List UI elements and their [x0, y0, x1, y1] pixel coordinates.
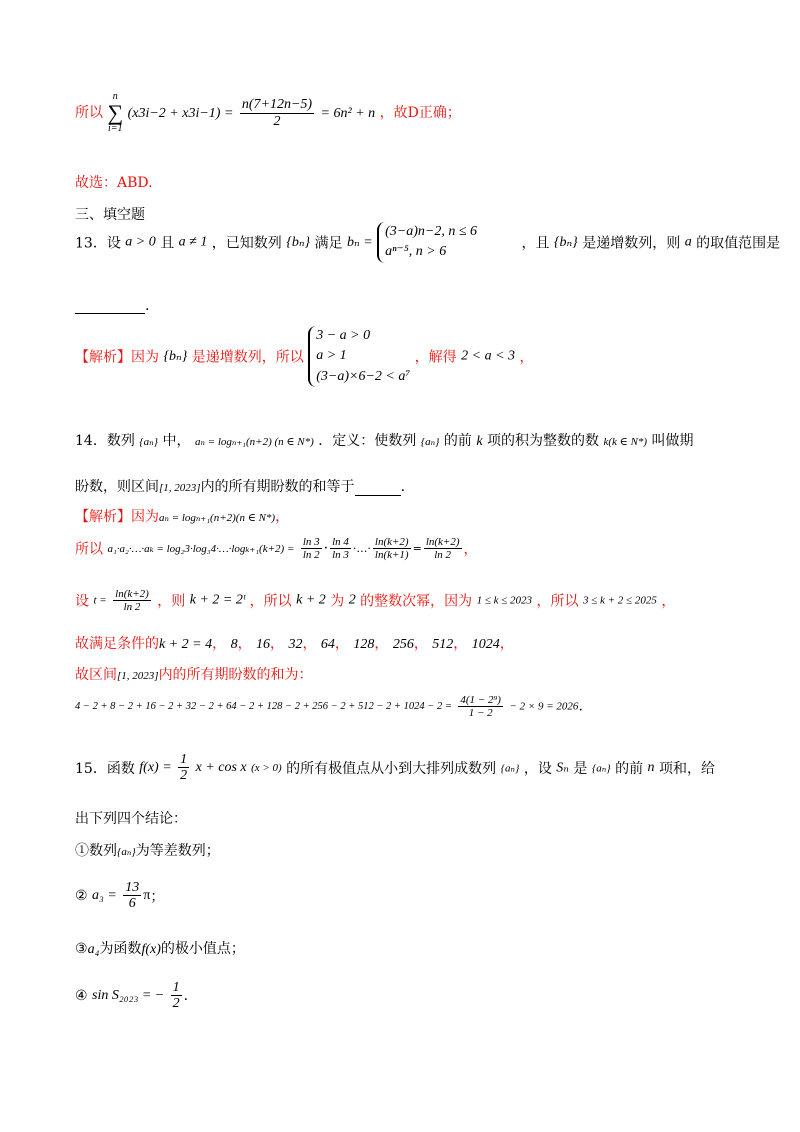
- fraction: $\frac{1}{2}$: [180, 752, 188, 784]
- text: 为等差数列；: [135, 843, 220, 859]
- math: aₙ = logₙ₊₁(n+2)(n ∈ N*): [159, 512, 276, 524]
- sum-symbol: n ∑ i=1: [107, 91, 124, 134]
- math: {aₙ}: [139, 436, 159, 448]
- math: a > 0: [125, 234, 156, 250]
- math: − 2 × 9 = 2026: [509, 700, 579, 713]
- answer-blank-13: [75, 298, 149, 314]
- text: 内的所有期盼数的和为：: [158, 667, 313, 683]
- math: {aₙ}: [591, 762, 611, 775]
- question-13: [75, 222, 780, 263]
- text: 项和，给: [659, 760, 715, 777]
- text: ，: [275, 509, 290, 525]
- text: 内的所有期盼数的和等于: [200, 479, 355, 495]
- math: a: [684, 234, 692, 250]
- text: 是递增数列，则: [582, 235, 681, 252]
- text: 15．函数: [75, 760, 135, 777]
- text: 故区间: [75, 667, 117, 683]
- text: ，解得: [414, 349, 457, 366]
- section-heading: 三、填空题: [75, 207, 145, 223]
- math: 2 < a < 3: [461, 348, 516, 364]
- math: sin S₂₀₂₃ = −: [92, 987, 165, 1003]
- text: 14．数列: [75, 433, 135, 449]
- math: 1024: [471, 637, 500, 652]
- math: a₃ =: [92, 887, 117, 903]
- math: 3 ≤ k + 2 ≤ 2025: [582, 594, 657, 607]
- math: π: [143, 887, 151, 903]
- text: ，: [212, 636, 227, 652]
- math: 8: [230, 637, 238, 652]
- solution-13: [75, 326, 533, 387]
- text: ，: [499, 636, 514, 652]
- math: n: [647, 759, 655, 775]
- rhs: = 6n² + n: [320, 106, 376, 121]
- text: 盼数，则区间: [75, 479, 159, 495]
- math: f(x): [141, 942, 161, 957]
- blank: [355, 495, 401, 496]
- text: ，所以: [536, 593, 579, 610]
- math: (x > 0): [251, 761, 282, 774]
- math: ·…·: [352, 542, 371, 556]
- fraction: $\frac{\ln(k+2)}{\ln 2}$: [425, 536, 460, 562]
- text: ①数列: [75, 843, 117, 859]
- math: 16: [256, 637, 271, 652]
- fraction: $\frac{1}{2}$: [172, 980, 180, 1012]
- question-15-line1: [75, 752, 715, 784]
- math: {aₙ}: [117, 846, 136, 858]
- text: ，所以: [249, 593, 292, 610]
- math: [1, 2023]: [159, 482, 201, 494]
- solution-14-line3: [75, 588, 675, 613]
- text: 故满足条件的: [75, 636, 159, 652]
- fraction: $\frac{\ln 3}{\ln 2}$: [302, 536, 320, 562]
- text: 【解析】因为: [75, 509, 159, 525]
- math: k(k ∈ N*): [603, 436, 648, 448]
- math: aₙ = logₙ₊₁(n+2) (n ∈ N*): [194, 436, 314, 448]
- math: 32: [288, 637, 303, 652]
- math: 4 − 2 + 8 − 2 + 16 − 2 + 32 − 2 + 64 − 2 + 128 − 2 + 256 − 2 + 512 − 2 + 1024 − 2 =: [75, 701, 452, 713]
- math: Sₙ: [556, 760, 569, 776]
- solution-14-line6: [75, 694, 583, 719]
- text: 为: [330, 593, 345, 610]
- sum-body: (x3i−2 + x3i−1) =: [127, 106, 234, 121]
- text: 的整数次幂，因为: [360, 593, 473, 610]
- text: ，: [661, 593, 676, 610]
- math: {bₙ}: [163, 348, 188, 364]
- text: .: [578, 698, 583, 715]
- statement-4: [75, 980, 188, 1012]
- text: ，: [463, 541, 478, 558]
- text: 中，: [162, 433, 191, 449]
- text: ，则: [157, 593, 186, 610]
- text: ，故D正确；: [379, 105, 461, 121]
- math: x + cos x: [195, 759, 247, 775]
- statement-1: [75, 840, 220, 860]
- text: 所以: [75, 105, 103, 121]
- text: 的前: [615, 760, 644, 777]
- math: k + 2: [296, 592, 326, 608]
- text: .: [400, 479, 406, 495]
- math: t =: [93, 594, 107, 607]
- fraction: $\frac{\ln(k+2)}{\ln(k+1)}$: [374, 536, 409, 562]
- choice-line: 故选：ABD.: [75, 175, 153, 191]
- blank: [75, 313, 145, 314]
- text: 13．设: [75, 235, 121, 252]
- question-14-line1: [75, 430, 694, 450]
- text: 设: [75, 593, 89, 610]
- math: a₁·a₂·…·aₖ = log₂3·log₃4·…·logₖ₊₁(k+2) =: [107, 543, 295, 556]
- math: bₙ =: [347, 234, 373, 250]
- text: ，已知数列: [211, 235, 282, 252]
- piecewise: (3−a)n−2, n ≤ 6 aⁿ⁻⁵, n > 6: [377, 222, 477, 263]
- question-14-line2: [75, 476, 405, 496]
- fraction: $\frac{\ln(k+2)}{\ln 2}$: [115, 588, 149, 614]
- math: 2: [348, 592, 356, 608]
- text: 是递增数列，所以: [191, 349, 304, 366]
- text: 的前: [443, 433, 472, 449]
- math: 64: [320, 637, 335, 652]
- math: 1 ≤ k ≤ 2023: [476, 594, 533, 607]
- solution-14-line1: [75, 506, 289, 526]
- math: a₄: [87, 942, 100, 957]
- text: .: [145, 298, 150, 314]
- math: f(x) =: [139, 759, 172, 775]
- text: ②: [75, 887, 88, 904]
- text: ，且: [521, 235, 550, 252]
- text: 项的积为整数的数: [487, 433, 600, 449]
- text: 的所有极值点从小到大排列成数列: [286, 760, 497, 777]
- text: 的极小值点；: [160, 941, 245, 957]
- text: ；: [150, 888, 165, 905]
- solution-14-line2: 所以 a₁·a₂·…·aₖ = log₂3·log₃4·…·logₖ₊₁(k+2) = $\frac{\ln 3}{\ln 2}$ · $\frac{\ln 4}{\ln 3}$ ·…· $\frac{\ln(k+2)}{\ln(k+1)}$ = $\frac{\ln(k+2)}{\ln 2}$ ，: [75, 536, 478, 562]
- text: 的取值范围是: [696, 235, 781, 252]
- text: ．定义：使数列: [318, 433, 417, 449]
- fraction: $\frac{\text{4(1 − 2⁹)}}{1 - 2}$: [460, 694, 501, 720]
- math: {aₙ}: [500, 762, 520, 775]
- answer-d-line: [75, 92, 461, 134]
- text: 是: [573, 760, 588, 777]
- math: 256: [392, 637, 414, 652]
- text: 叫做期: [651, 433, 694, 449]
- system: 3 − a > 0 a > 1 (3−a)×6−2 < a⁷: [308, 326, 410, 387]
- text: 所以: [75, 541, 103, 558]
- text: ④: [75, 987, 88, 1004]
- fraction: $\frac{\ln 4}{\ln 3}$: [332, 536, 349, 562]
- text: 且: [160, 235, 175, 252]
- math: [1, 2023]: [117, 670, 159, 682]
- text: 为函数: [99, 941, 142, 957]
- math: 512: [432, 637, 454, 652]
- solution-14-line4: 故满足条件的k + 2 = 4， 8， 16， 32， 64， 128， 256， 512， 1024，: [75, 636, 514, 652]
- math: a ≠ 1: [178, 234, 208, 250]
- math: {aₙ}: [420, 436, 440, 448]
- math: {bₙ}: [553, 234, 578, 250]
- text: 【解析】因为: [75, 349, 159, 366]
- math: 128: [353, 637, 375, 652]
- text: 满足: [314, 235, 343, 252]
- math: k + 2 = 4: [159, 637, 213, 652]
- question-15-line2: 出下列四个结论：: [75, 811, 187, 827]
- text: ，: [519, 349, 534, 366]
- solution-14-line5: [75, 664, 313, 684]
- math: {bₙ}: [286, 234, 311, 250]
- math: k: [476, 434, 483, 449]
- text: .: [183, 987, 189, 1004]
- statement-3: [75, 938, 245, 958]
- fraction: $\frac{13}{6}$: [125, 880, 140, 912]
- text: ③: [75, 941, 88, 957]
- text: ，设: [523, 760, 552, 777]
- fraction: $\frac{n(7+12n-5)}{2}$: [241, 97, 313, 129]
- statement-2: [75, 880, 164, 912]
- math: k + 2 = 2ᵗ: [189, 592, 246, 608]
